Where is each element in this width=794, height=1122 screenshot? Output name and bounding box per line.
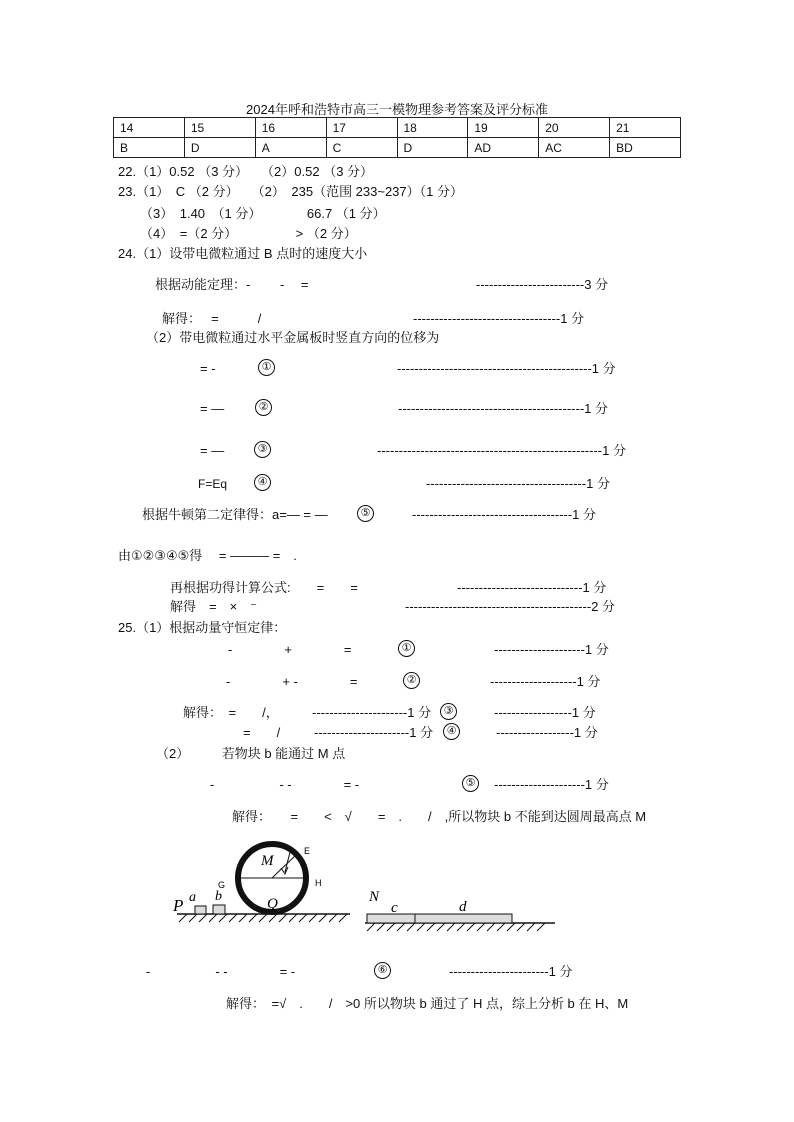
q23-answer-1: 23.（1） C （2 分） （2） 235（范围 233~237）（1 分） <box>118 184 463 199</box>
equation-1: = - <box>200 361 216 376</box>
question-number: 19 <box>468 118 539 138</box>
equation-marker: ① <box>398 640 415 657</box>
score-mark: ---------------------------------------------1 分 <box>397 361 616 376</box>
equation-marker: ② <box>403 672 420 689</box>
score-mark: -----------------------1 分 <box>449 964 573 979</box>
energy-equation: - + - = <box>226 674 358 689</box>
equation-marker: ④ <box>254 474 271 491</box>
equation-marker: ③ <box>440 703 457 720</box>
answer-cell: AD <box>468 138 539 158</box>
score-mark: ----------------------1 分 <box>314 725 434 740</box>
work-formula: 再根据功得计算公式: = = <box>170 580 358 595</box>
q25-part2-heading: （2） 若物块 b 能通过 M 点 <box>156 746 346 761</box>
label-p: P <box>173 896 184 915</box>
equation-marker: ⑤ <box>462 775 479 792</box>
score-mark: -----------------------------1 分 <box>457 580 607 595</box>
label-m: M <box>261 853 274 869</box>
equation-marker: ② <box>255 399 272 416</box>
equation-marker: ④ <box>443 723 460 740</box>
q25-solution-b: = / <box>243 725 281 740</box>
equation-6-q25: - - - = - <box>146 964 296 979</box>
answer-cell: AC <box>539 138 610 158</box>
equation-marker: ③ <box>254 441 271 458</box>
combine-equations: 由①②③④⑤得 = ——— = . <box>118 548 297 563</box>
score-mark: -------------------------------------------2 分 <box>405 599 615 614</box>
score-mark: -------------------------------------------1 分 <box>398 401 608 416</box>
q24-part2-heading: （2）带电微粒通过水平金属板时竖直方向的位移为 <box>146 330 440 345</box>
answer-cell: D <box>184 138 255 158</box>
equation-5: 根据牛顿第二定律得：a=— = — <box>142 507 328 522</box>
question-number: 20 <box>539 118 610 138</box>
score-mark: -------------------------------------1 分 <box>412 507 597 522</box>
label-e: E <box>304 846 311 856</box>
label-c: c <box>391 900 398 916</box>
q25-heading: 25.（1）根据动量守恒定律： <box>118 620 287 635</box>
answer-table <box>113 117 681 158</box>
equation-2: = — <box>200 401 225 416</box>
equation-marker: ⑥ <box>374 962 391 979</box>
answer-cell: C <box>326 138 397 158</box>
score-mark: ----------------------------------------------------1 分 <box>377 443 626 458</box>
page-title: 2024年呼和浩特市高三一模物理参考答案及评分标准 <box>246 102 548 117</box>
equation-marker: ① <box>258 359 275 376</box>
score-mark: --------------------1 分 <box>490 674 601 689</box>
equation-5-q25: - - - = - <box>210 777 360 792</box>
score-mark: -------------------------------------1 分 <box>426 476 611 491</box>
q24-step-energy: 根据动能定理：- - = <box>155 277 309 292</box>
label-h: H <box>315 878 322 888</box>
q24-heading: 24.（1）设带电微粒通过 B 点时的速度大小 <box>118 246 368 261</box>
question-number: 21 <box>610 118 681 138</box>
score-mark: ----------------------1 分 <box>312 705 432 720</box>
answer-cell: D <box>397 138 468 158</box>
label-b: b <box>215 889 222 904</box>
label-g: G <box>218 880 226 890</box>
answer-cell: B <box>114 138 185 158</box>
q22-answer: 22.（1）0.52 （3 分） （2）0.52 （3 分） <box>118 164 374 179</box>
question-number: 14 <box>114 118 185 138</box>
table-row <box>114 118 681 138</box>
score-mark: ------------------1 分 <box>496 725 598 740</box>
track-figure <box>165 838 565 933</box>
q24-step-solve: 解得： = / <box>162 311 262 326</box>
label-q: Q <box>267 896 278 912</box>
question-number: 15 <box>184 118 255 138</box>
q25-solution-h: 解得： =√ . / >0 所以物块 b 通过了 H 点，综上分析 b 在 H、M <box>226 996 629 1011</box>
label-d: d <box>459 899 467 915</box>
q25-solution-m: 解得： = < √ = . / ,所以物块 b 不能到达圆周最高点 M <box>232 809 647 824</box>
work-result: 解得 = × ⁻ <box>170 599 258 614</box>
score-mark: ------------------1 分 <box>494 705 596 720</box>
score-mark: -------------------------3 分 <box>476 277 609 292</box>
momentum-equation: - + = <box>228 642 352 657</box>
question-number: 16 <box>255 118 326 138</box>
equation-4: F=Eq <box>198 477 228 491</box>
score-mark: ----------------------------------1 分 <box>413 311 585 326</box>
table-row <box>114 138 681 158</box>
answer-cell: A <box>255 138 326 158</box>
answer-cell: BD <box>610 138 681 158</box>
question-number: 17 <box>326 118 397 138</box>
question-number: 18 <box>397 118 468 138</box>
q23-answer-3: （4） =（2 分） > （2 分） <box>140 226 357 241</box>
q25-solution-a: 解得： = /， <box>183 705 279 720</box>
score-mark: ---------------------1 分 <box>494 777 609 792</box>
equation-marker: ⑤ <box>357 505 374 522</box>
label-n: N <box>369 889 380 905</box>
q23-answer-2: （3） 1.40 （1 分） 66.7 （1 分） <box>140 206 386 221</box>
equation-3: = — <box>200 443 225 458</box>
label-a: a <box>189 890 196 905</box>
score-mark: ---------------------1 分 <box>494 642 609 657</box>
